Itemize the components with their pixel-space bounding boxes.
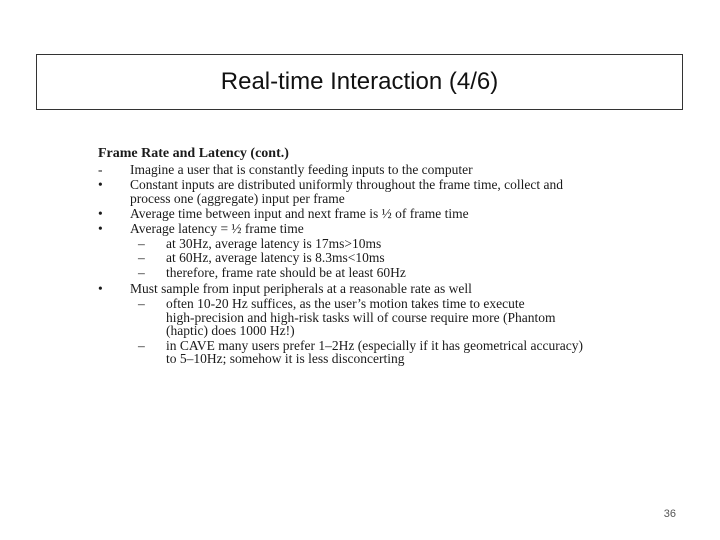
bullet-marker: • bbox=[98, 205, 103, 221]
bullet-text: Imagine a user that is constantly feeding inputs to the computer bbox=[130, 162, 473, 178]
bullet-item bbox=[98, 163, 588, 176]
sub-item bbox=[138, 251, 588, 264]
bullet-marker: - bbox=[98, 162, 103, 178]
sub-text: high-precision and high-risk tasks will of course require more (Phantom (haptic) does 1000 Hz!) bbox=[166, 310, 556, 339]
bullet-text: Must sample from input peripherals at a reasonable rate as well bbox=[130, 280, 472, 296]
sub-marker: – bbox=[138, 250, 145, 266]
sub-marker: – bbox=[138, 337, 145, 353]
sub-marker: – bbox=[138, 264, 145, 280]
sub-item bbox=[138, 297, 588, 310]
bullet-item bbox=[98, 222, 588, 235]
section-heading: Frame Rate and Latency (cont.) bbox=[98, 146, 289, 161]
sub-item bbox=[138, 237, 588, 250]
slide-content bbox=[98, 147, 588, 366]
sub-text: often 10-20 Hz suffices, as the user’s motion takes time to execute bbox=[166, 296, 525, 312]
sub-text: in CAVE many users prefer 1–2Hz (especially if it has geometrical accuracy) to 5–10Hz; somehow it is less disconcerting bbox=[166, 337, 583, 366]
bullet-item bbox=[98, 282, 588, 295]
sub-marker: – bbox=[138, 236, 145, 252]
bullet-item bbox=[98, 178, 588, 204]
bullet-marker: • bbox=[98, 280, 103, 296]
bullet-marker: • bbox=[98, 221, 103, 237]
sub-text: at 30Hz, average latency is 17ms>10ms bbox=[166, 236, 382, 252]
bullet-marker: • bbox=[98, 177, 103, 193]
bullet-text: Average latency = ½ frame time bbox=[130, 221, 304, 237]
sub-item bbox=[138, 339, 588, 365]
sub-text: therefore, frame rate should be at least 60Hz bbox=[166, 264, 406, 280]
slide-title-box bbox=[36, 54, 683, 110]
sub-text: at 60Hz, average latency is 8.3ms<10ms bbox=[166, 250, 385, 266]
slide-title: Real-time Interaction (4/6) bbox=[220, 68, 499, 95]
sub-marker: – bbox=[138, 296, 145, 312]
sub-item bbox=[138, 266, 588, 279]
bullet-text: Constant inputs are distributed uniformly throughout the frame time, collect and process one (aggregate) input per frame bbox=[130, 177, 564, 206]
sub-marker bbox=[138, 311, 166, 337]
bullet-item bbox=[98, 207, 588, 220]
sub-item bbox=[138, 311, 588, 337]
page-number: 36 bbox=[663, 508, 676, 520]
bullet-text: Average time between input and next frame is ½ of frame time bbox=[130, 205, 469, 221]
